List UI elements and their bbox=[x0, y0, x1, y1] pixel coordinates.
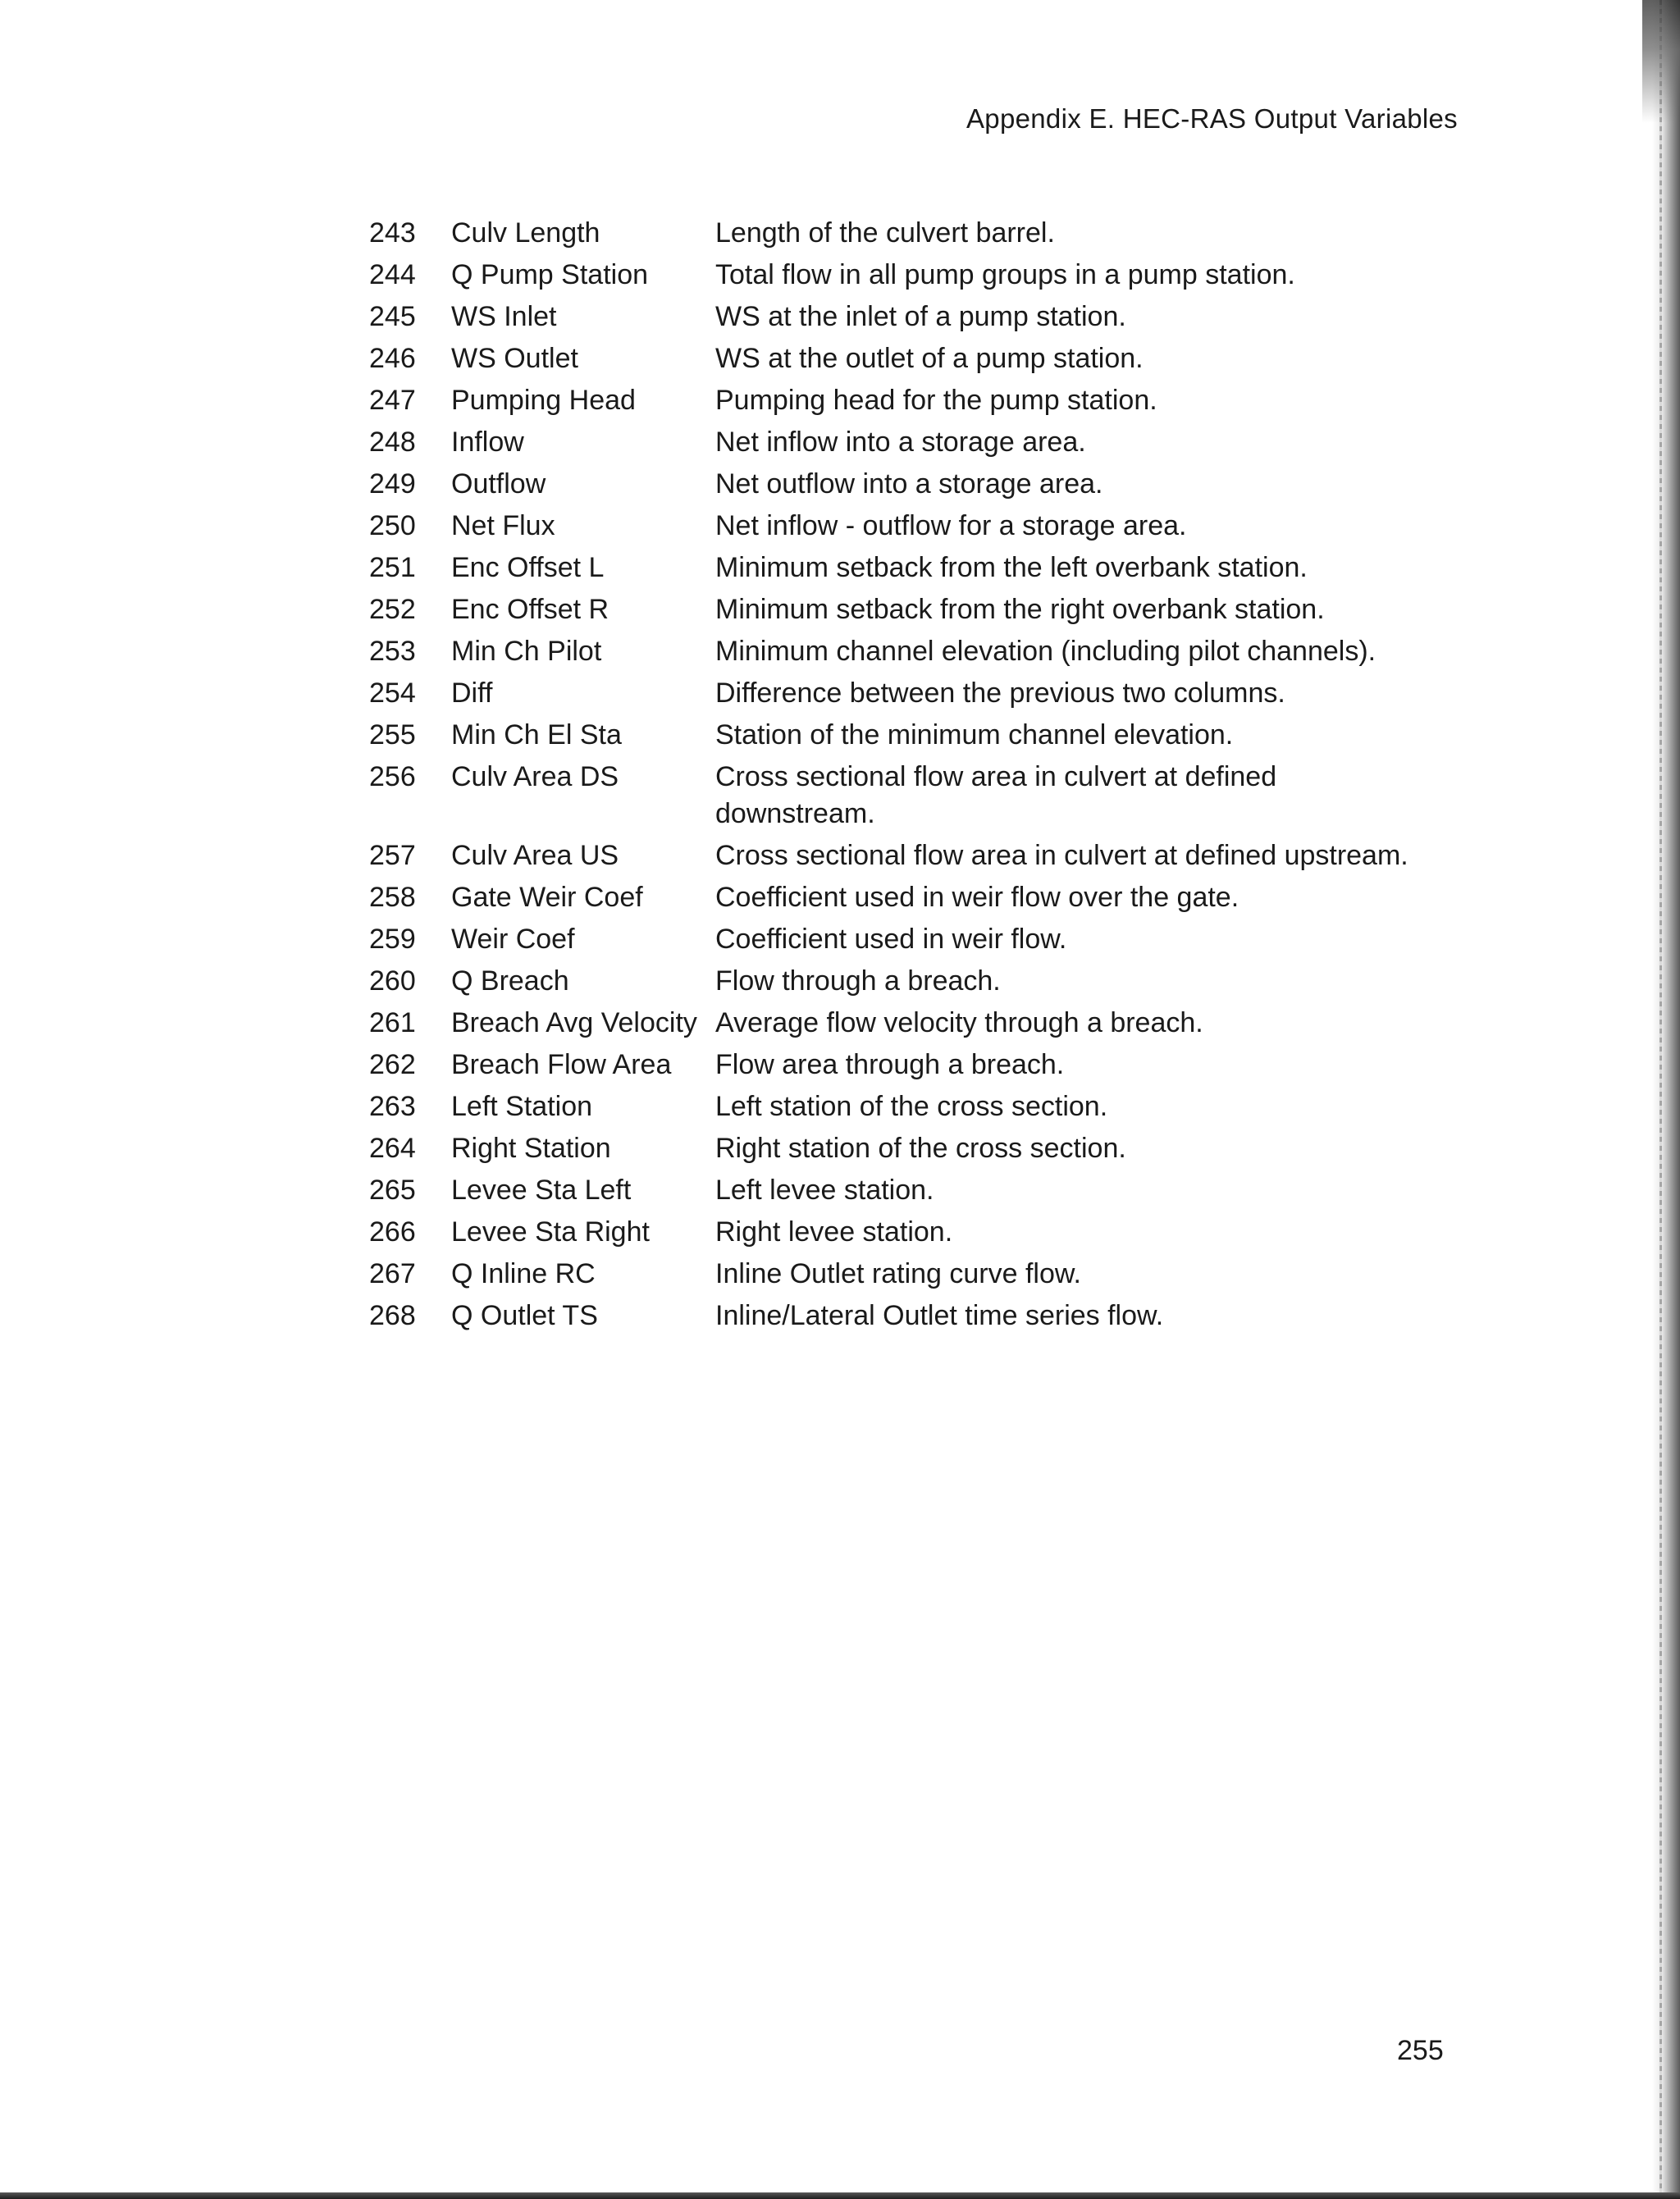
variable-description: Coefficient used in weir flow over the gate. bbox=[715, 882, 1239, 913]
output-variables-table bbox=[369, 215, 1427, 1339]
variable-number: 264 bbox=[369, 1133, 416, 1164]
variable-description: Total flow in all pump groups in a pump station. bbox=[715, 259, 1295, 290]
page-number: 255 bbox=[1397, 2035, 1444, 2066]
variable-number: 261 bbox=[369, 1007, 416, 1038]
scan-corner-shadow bbox=[1642, 0, 1680, 123]
variable-name: Breach Avg Velocity bbox=[451, 1007, 697, 1038]
table-row bbox=[369, 921, 1427, 958]
table-row bbox=[369, 1256, 1427, 1293]
table-row bbox=[369, 1047, 1427, 1084]
table-row bbox=[369, 299, 1427, 335]
variable-number: 257 bbox=[369, 840, 416, 871]
variable-description: Average flow velocity through a breach. bbox=[715, 1007, 1203, 1038]
variable-description: Flow area through a breach. bbox=[715, 1049, 1065, 1080]
table-row bbox=[369, 257, 1427, 294]
variable-description: Inline Outlet rating curve flow. bbox=[715, 1258, 1082, 1289]
variable-name: Q Inline RC bbox=[451, 1258, 596, 1289]
variable-number: 265 bbox=[369, 1175, 416, 1206]
variable-name: Weir Coef bbox=[451, 924, 575, 955]
variable-name: Q Outlet TS bbox=[451, 1300, 598, 1331]
table-row bbox=[369, 837, 1427, 874]
scan-edge-line bbox=[1659, 0, 1662, 2199]
variable-description: Difference between the previous two columns. bbox=[715, 677, 1285, 709]
table-row bbox=[369, 633, 1427, 670]
variable-description: Minimum setback from the left overbank station. bbox=[715, 552, 1308, 583]
variable-number: 262 bbox=[369, 1049, 416, 1080]
variable-name: Net Flux bbox=[451, 510, 555, 541]
variable-number: 244 bbox=[369, 259, 416, 290]
variable-name: Min Ch El Sta bbox=[451, 719, 622, 750]
table-row bbox=[369, 591, 1427, 628]
table-row bbox=[369, 675, 1427, 712]
variable-name: Min Ch Pilot bbox=[451, 636, 602, 667]
table-row bbox=[369, 1172, 1427, 1209]
variable-number: 247 bbox=[369, 385, 416, 416]
variable-number: 256 bbox=[369, 761, 416, 792]
variable-name: Right Station bbox=[451, 1133, 611, 1164]
variable-number: 260 bbox=[369, 965, 416, 997]
variable-name: Culv Length bbox=[451, 217, 600, 249]
variable-name: Gate Weir Coef bbox=[451, 882, 643, 913]
variable-description: Left station of the cross section. bbox=[715, 1091, 1108, 1122]
variable-description: Station of the minimum channel elevation. bbox=[715, 719, 1234, 750]
variable-description: Cross sectional flow area in culvert at defined upstream. bbox=[715, 840, 1408, 871]
table-row bbox=[369, 1130, 1427, 1167]
variable-name: Levee Sta Left bbox=[451, 1175, 632, 1206]
variable-name: Levee Sta Right bbox=[451, 1216, 650, 1248]
table-row bbox=[369, 215, 1427, 252]
variable-description: Cross sectional flow area in culvert at defined downstream. bbox=[715, 761, 1277, 829]
variable-description: Pumping head for the pump station. bbox=[715, 385, 1157, 416]
variable-name: Enc Offset R bbox=[451, 594, 609, 625]
scan-bottom-edge bbox=[0, 2192, 1680, 2199]
table-row bbox=[369, 717, 1427, 754]
table-row bbox=[369, 550, 1427, 586]
table-row bbox=[369, 1298, 1427, 1334]
variable-name: Q Breach bbox=[451, 965, 569, 997]
variable-number: 248 bbox=[369, 427, 416, 458]
table-row bbox=[369, 1088, 1427, 1125]
variable-description: Left levee station. bbox=[715, 1175, 934, 1206]
variable-description: Net outflow into a storage area. bbox=[715, 468, 1103, 500]
variable-description: Length of the culvert barrel. bbox=[715, 217, 1055, 249]
variable-name: WS Inlet bbox=[451, 301, 557, 332]
table-row bbox=[369, 508, 1427, 545]
variable-description: Inline/Lateral Outlet time series flow. bbox=[715, 1300, 1164, 1331]
variable-description: WS at the inlet of a pump station. bbox=[715, 301, 1126, 332]
variable-description: Flow through a breach. bbox=[715, 965, 1001, 997]
variable-description: Net inflow into a storage area. bbox=[715, 427, 1086, 458]
variable-number: 243 bbox=[369, 217, 416, 249]
scan-edge-shadow bbox=[1652, 0, 1680, 2199]
variable-name: Pumping Head bbox=[451, 385, 636, 416]
variable-name: Breach Flow Area bbox=[451, 1049, 672, 1080]
variable-name: Culv Area DS bbox=[451, 761, 619, 792]
variable-number: 251 bbox=[369, 552, 416, 583]
variable-name: Enc Offset L bbox=[451, 552, 605, 583]
table-row bbox=[369, 879, 1427, 916]
variable-name: Outflow bbox=[451, 468, 546, 500]
variable-name: Culv Area US bbox=[451, 840, 619, 871]
table-row bbox=[369, 340, 1427, 377]
variable-number: 268 bbox=[369, 1300, 416, 1331]
variable-description: Coefficient used in weir flow. bbox=[715, 924, 1067, 955]
table-row bbox=[369, 1214, 1427, 1251]
variable-number: 245 bbox=[369, 301, 416, 332]
running-header: Appendix E. HEC-RAS Output Variables bbox=[966, 103, 1458, 134]
table-row bbox=[369, 424, 1427, 461]
table-row bbox=[369, 466, 1427, 503]
variable-number: 252 bbox=[369, 594, 416, 625]
variable-number: 266 bbox=[369, 1216, 416, 1248]
variable-number: 259 bbox=[369, 924, 416, 955]
variable-name: Left Station bbox=[451, 1091, 593, 1122]
table-row bbox=[369, 759, 1427, 833]
variable-number: 249 bbox=[369, 468, 416, 500]
table-row bbox=[369, 1005, 1427, 1042]
variable-name: Inflow bbox=[451, 427, 524, 458]
variable-number: 250 bbox=[369, 510, 416, 541]
variable-description: Net inflow - outflow for a storage area. bbox=[715, 510, 1187, 541]
variable-number: 254 bbox=[369, 677, 416, 709]
variable-description: WS at the outlet of a pump station. bbox=[715, 343, 1144, 374]
variable-description: Right levee station. bbox=[715, 1216, 953, 1248]
variable-number: 267 bbox=[369, 1258, 416, 1289]
variable-name: Q Pump Station bbox=[451, 259, 649, 290]
variable-name: Diff bbox=[451, 677, 493, 709]
variable-description: Minimum channel elevation (including pilot channels). bbox=[715, 636, 1376, 667]
variable-description: Minimum setback from the right overbank station. bbox=[715, 594, 1325, 625]
variable-description: Right station of the cross section. bbox=[715, 1133, 1126, 1164]
variable-number: 246 bbox=[369, 343, 416, 374]
variable-number: 255 bbox=[369, 719, 416, 750]
variable-name: WS Outlet bbox=[451, 343, 578, 374]
table-row bbox=[369, 382, 1427, 419]
variable-number: 263 bbox=[369, 1091, 416, 1122]
variable-number: 258 bbox=[369, 882, 416, 913]
variable-number: 253 bbox=[369, 636, 416, 667]
table-row bbox=[369, 963, 1427, 1000]
